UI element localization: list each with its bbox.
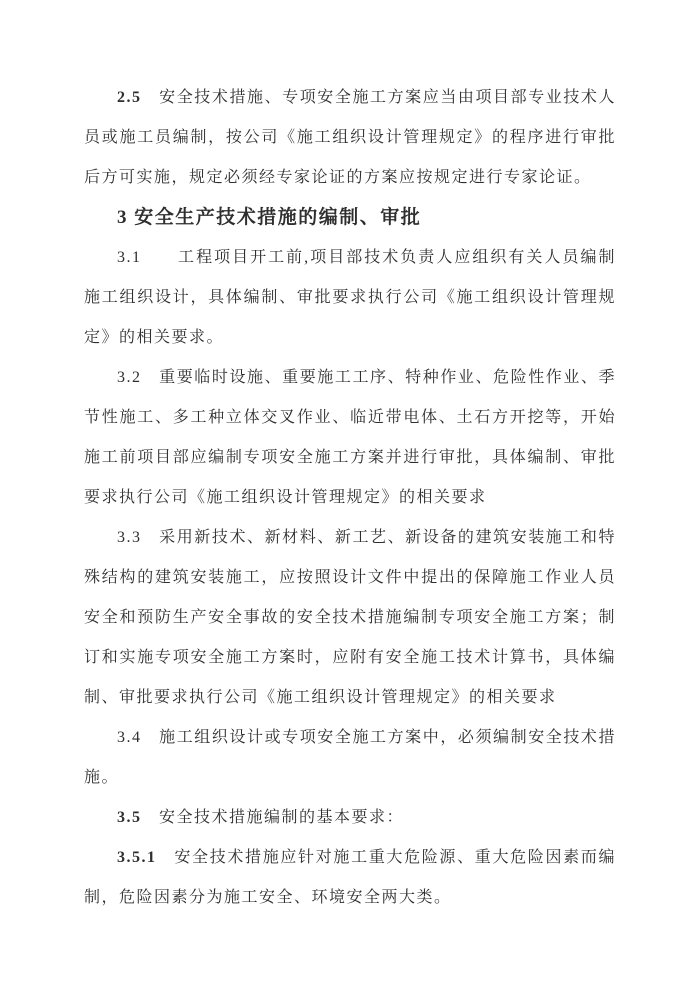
clause-3-2 (84, 358, 616, 518)
clause-3-1-text: 工程项目开工前,项目部技术负责人应组织有关人员编制施工组织设计，具体编制、审批要求执行公司《施工组织设计管理规定》的相关要求。 (84, 249, 616, 346)
clause-3-3-number: 3.3 (117, 529, 142, 546)
clause-3-4-text: 施工组织设计或专项安全施工方案中，必须编制安全技术措施。 (84, 729, 616, 786)
clause-2-5-text: 安全技术措施、专项安全施工方案应当由项目部专业技术人员或施工员编制，按公司《施工组织设计管理规定》的程序进行审批后方可实施，规定必须经专家论证的方案应按规定进行专家论证。 (84, 89, 616, 186)
clause-3-4-number: 3.4 (117, 729, 142, 746)
clause-3-5-1-number: 3.5.1 (117, 849, 157, 866)
clause-2-5-number: 2.5 (117, 89, 142, 106)
clause-3-5-number: 3.5 (117, 809, 142, 826)
clause-3-2-text: 重要临时设施、重要施工工序、特种作业、危险性作业、季节性施工、多工种立体交叉作业、临近带电体、土石方开挖等，开始施工前项目部应编制专项安全施工方案并进行审批，具体编制、审批要求执行公司《施工组织设计管理规定》的相关要求 (84, 369, 616, 506)
clause-3-5 (84, 798, 616, 838)
clause-3-5-1-text: 安全技术措施应针对施工重大危险源、重大危险因素而编制，危险因素分为施工安全、环境安全两大类。 (84, 849, 616, 906)
clause-3-2-number: 3.2 (117, 369, 142, 386)
section-3-heading: 3 安全生产技术措施的编制、审批 (117, 207, 422, 228)
clause-3-3-text: 采用新技术、新材料、新工艺、新设备的建筑安装施工和特殊结构的建筑安装施工，应按照设计文件中提出的保障施工作业人员安全和预防生产安全事故的安全技术措施编制专项安全施工方案；制订和实施专项安全施工方案时，应附有安全施工技术计算书，具体编制、审批要求执行公司《施工组织设计管理规定》的相关要求 (84, 529, 616, 706)
clause-3-1 (84, 238, 616, 358)
clause-2-5 (84, 78, 616, 198)
clause-3-5-1 (84, 838, 616, 918)
clause-3-4 (84, 718, 616, 798)
clause-3-5-text: 安全技术措施编制的基本要求： (141, 809, 405, 826)
clause-3-3 (84, 518, 616, 718)
clause-3-1-number: 3.1 (117, 249, 142, 266)
